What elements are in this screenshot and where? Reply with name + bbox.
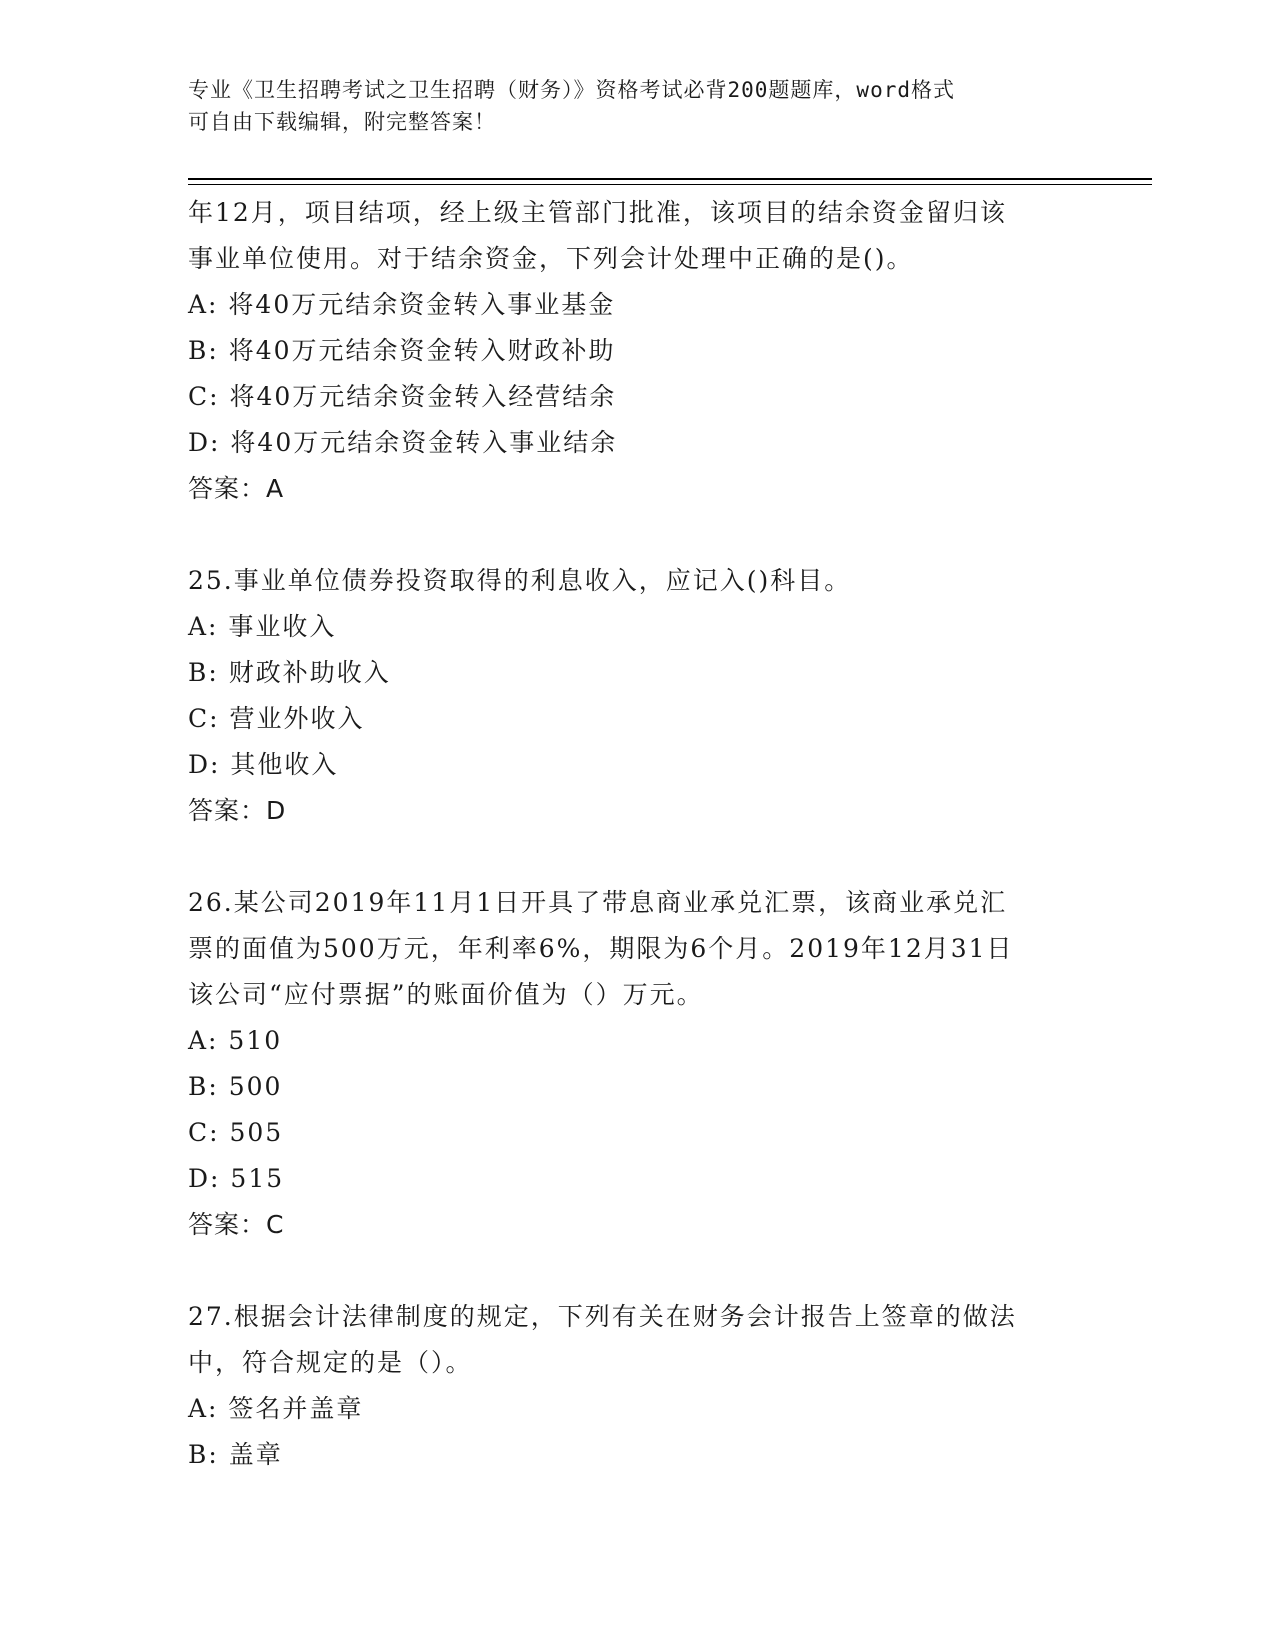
- spacer: [188, 834, 1088, 880]
- answer-text: 答案：A: [188, 474, 285, 503]
- question-text-line: 26.某公司2019年11月1日开具了带息商业承兑汇票，该商业承兑汇: [188, 888, 1008, 917]
- question-27: [188, 1294, 1088, 1478]
- option-c: C: 营业外收入: [188, 704, 365, 733]
- header-divider-thin: [188, 184, 1152, 185]
- answer-text: 答案：D: [188, 796, 287, 825]
- question-25: [188, 558, 1088, 834]
- question-text-line: 25.事业单位债券投资取得的利息收入，应记入()科目。: [188, 566, 852, 595]
- answer-text: 答案：C: [188, 1210, 285, 1239]
- question-text-line: 27.根据会计法律制度的规定，下列有关在财务会计报告上签章的做法: [188, 1302, 1017, 1331]
- option-c: C: 505: [188, 1118, 284, 1147]
- option-d: D: 将40万元结余资金转入事业结余: [188, 428, 618, 457]
- option-d: D: 其他收入: [188, 750, 339, 779]
- option-b: B: 财政补助收入: [188, 658, 391, 687]
- option-c: C: 将40万元结余资金转入经营结余: [188, 382, 617, 411]
- question-text-line: 该公司“应付票据”的账面价值为（）万元。: [188, 980, 704, 1009]
- header-line-2: 可自由下载编辑，附完整答案！: [188, 110, 496, 134]
- header-divider-thick: [188, 178, 1152, 180]
- option-a: A: 签名并盖章: [188, 1394, 364, 1423]
- option-b: B: 500: [188, 1072, 283, 1101]
- option-a: A: 将40万元结余资金转入事业基金: [188, 290, 616, 319]
- spacer: [188, 1248, 1088, 1294]
- option-a: A: 510: [188, 1026, 283, 1055]
- question-list: [188, 190, 1088, 1478]
- option-d: D: 515: [188, 1164, 285, 1193]
- question-text-line: 事业单位使用。对于结余资金，下列会计处理中正确的是()。: [188, 244, 914, 273]
- question-text-line: 票的面值为500万元，年利率6%，期限为6个月。2019年12月31日: [188, 934, 1014, 963]
- question-text-line: 中，符合规定的是（）。: [188, 1348, 473, 1377]
- document-header: [188, 74, 1088, 138]
- question-26: [188, 880, 1088, 1248]
- option-a: A: 事业收入: [188, 612, 337, 641]
- spacer: [188, 512, 1088, 558]
- option-b: B: 将40万元结余资金转入财政补助: [188, 336, 616, 365]
- question-text-line: 年12月，项目结项，经上级主管部门批准，该项目的结余资金留归该: [188, 198, 1007, 227]
- question-24: [188, 190, 1088, 512]
- header-line-1: 专业《卫生招聘考试之卫生招聘（财务）》资格考试必背200题题库，word格式: [188, 78, 955, 102]
- option-b: B: 盖章: [188, 1440, 283, 1469]
